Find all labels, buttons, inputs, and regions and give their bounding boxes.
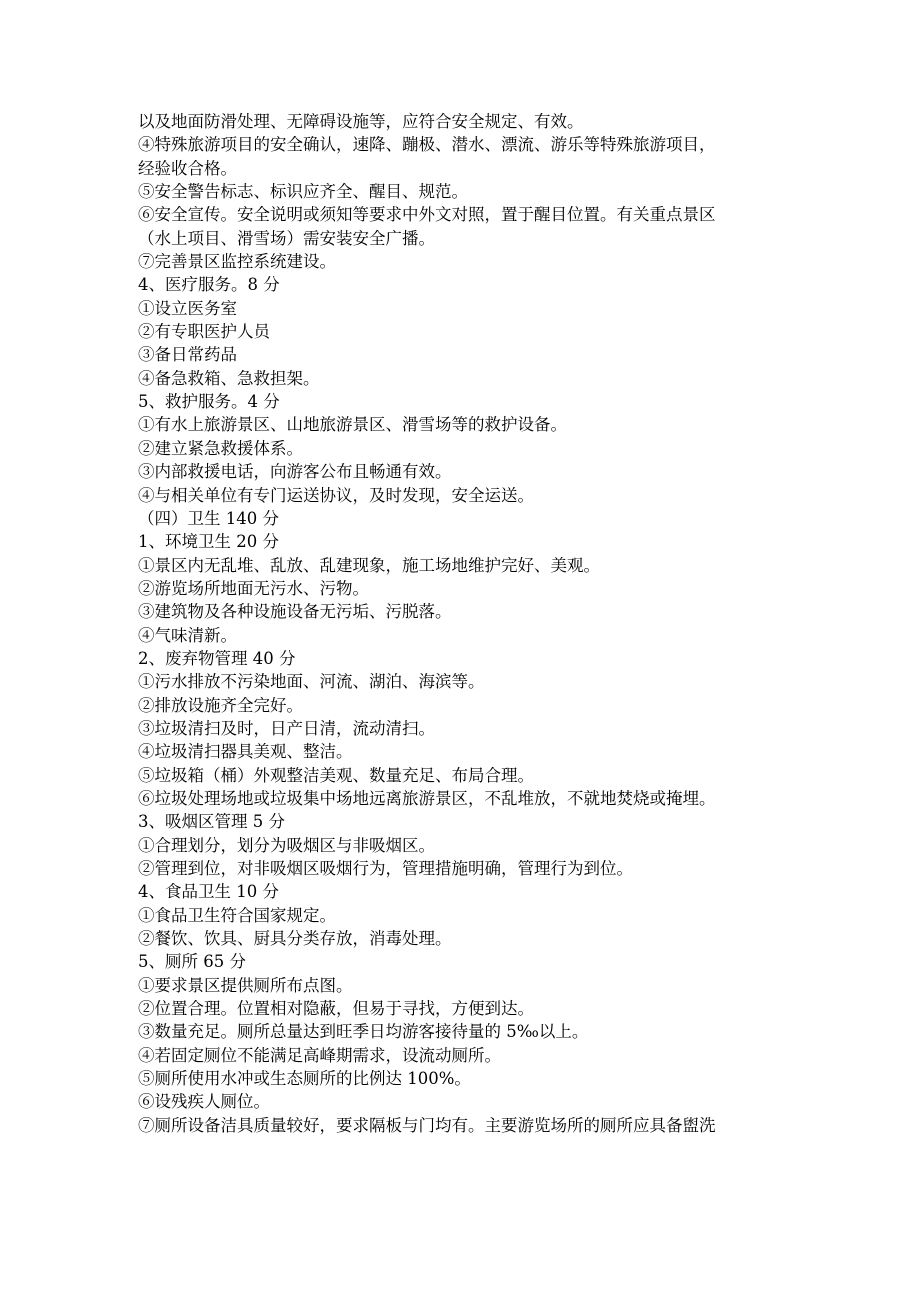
section-heading: 5、救护服务。4 分 bbox=[138, 392, 280, 412]
text-line: ④气味清新。 bbox=[138, 625, 237, 645]
text-line: ①食品卫生符合国家规定。 bbox=[138, 905, 336, 925]
section-heading: 3、吸烟区管理 5 分 bbox=[138, 812, 285, 832]
section-heading: 2、废弃物管理 40 分 bbox=[138, 648, 296, 668]
section-heading: 1、环境卫生 20 分 bbox=[138, 532, 279, 552]
text-line: ②建立紧急救援体系。 bbox=[138, 438, 303, 458]
section-heading: 4、食品卫生 10 分 bbox=[138, 882, 279, 902]
document-body bbox=[138, 110, 788, 1137]
text-line: ①污水排放不污染地面、河流、湖泊、海滨等。 bbox=[138, 672, 485, 692]
text-line: ②餐饮、饮具、厨具分类存放，消毒处理。 bbox=[138, 929, 452, 949]
text-line: ⑤安全警告标志、标识应齐全、醒目、规范。 bbox=[138, 182, 468, 202]
text-line: ⑥垃圾处理场地或垃圾集中场地远离旅游景区，不乱堆放，不就地焚烧或掩埋。 bbox=[138, 788, 716, 808]
text-line: ①要求景区提供厕所布点图。 bbox=[138, 975, 353, 995]
text-line: ②位置合理。位置相对隐蔽，但易于寻找，方便到达。 bbox=[138, 999, 534, 1019]
text-line: ①景区内无乱堆、乱放、乱建现象，施工场地维护完好、美观。 bbox=[138, 555, 600, 575]
text-line: ③备日常药品 bbox=[138, 345, 237, 365]
text-line: ③垃圾清扫及时，日产日清，流动清扫。 bbox=[138, 718, 435, 738]
text-line: ②有专职医护人员 bbox=[138, 322, 270, 342]
text-line: ⑥设残疾人厕位。 bbox=[138, 1092, 270, 1112]
section-heading: 4、医疗服务。8 分 bbox=[138, 275, 280, 295]
text-line: ③数量充足。厕所总量达到旺季日均游客接待量的 5‰以上。 bbox=[138, 1022, 589, 1042]
text-line: ①合理划分，划分为吸烟区与非吸烟区。 bbox=[138, 835, 435, 855]
text-line: ③内部救援电话，向游客公布且畅通有效。 bbox=[138, 462, 452, 482]
section-heading: 5、厕所 65 分 bbox=[138, 952, 246, 972]
text-line: （水上项目、滑雪场）需安装安全广播。 bbox=[138, 228, 435, 248]
text-line: ②游览场所地面无污水、污物。 bbox=[138, 578, 369, 598]
text-line: ⑥安全宣传。安全说明或须知等要求中外文对照，置于醒目位置。有关重点景区 bbox=[138, 205, 716, 225]
text-line: ④与相关单位有专门运送协议，及时发现，安全运送。 bbox=[138, 485, 534, 505]
text-line: ③建筑物及各种设施设备无污垢、污脱落。 bbox=[138, 602, 452, 622]
text-line: ①设立医务室 bbox=[138, 298, 237, 318]
text-line: ④垃圾清扫器具美观、整洁。 bbox=[138, 742, 353, 762]
text-line: ②排放设施齐全完好。 bbox=[138, 695, 303, 715]
chapter-heading: （四）卫生 140 分 bbox=[138, 508, 279, 528]
text-line: 经验收合格。 bbox=[138, 158, 237, 178]
text-line: ⑦厕所设备洁具质量较好，要求隔板与门均有。主要游览场所的厕所应具备盥洗 bbox=[138, 1115, 716, 1135]
text-line: ①有水上旅游景区、山地旅游景区、滑雪场等的救护设备。 bbox=[138, 415, 567, 435]
text-line: ④特殊旅游项目的安全确认，速降、蹦极、潜水、漂流、游乐等特殊旅游项目， bbox=[138, 135, 716, 155]
text-line: ④若固定厕位不能满足高峰期需求，设流动厕所。 bbox=[138, 1045, 501, 1065]
text-line: ⑦完善景区监控系统建设。 bbox=[138, 252, 336, 272]
text-line: 以及地面防滑处理、无障碍设施等，应符合安全规定、有效。 bbox=[138, 112, 584, 131]
text-line: ②管理到位，对非吸烟区吸烟行为，管理措施明确，管理行为到位。 bbox=[138, 859, 633, 878]
text-line: ⑤垃圾箱（桶）外观整洁美观、数量充足、布局合理。 bbox=[138, 765, 534, 785]
text-line: ⑤厕所使用水冲或生态厕所的比例达 100%。 bbox=[138, 1069, 471, 1089]
text-line: ④备急救箱、急救担架。 bbox=[138, 368, 320, 388]
